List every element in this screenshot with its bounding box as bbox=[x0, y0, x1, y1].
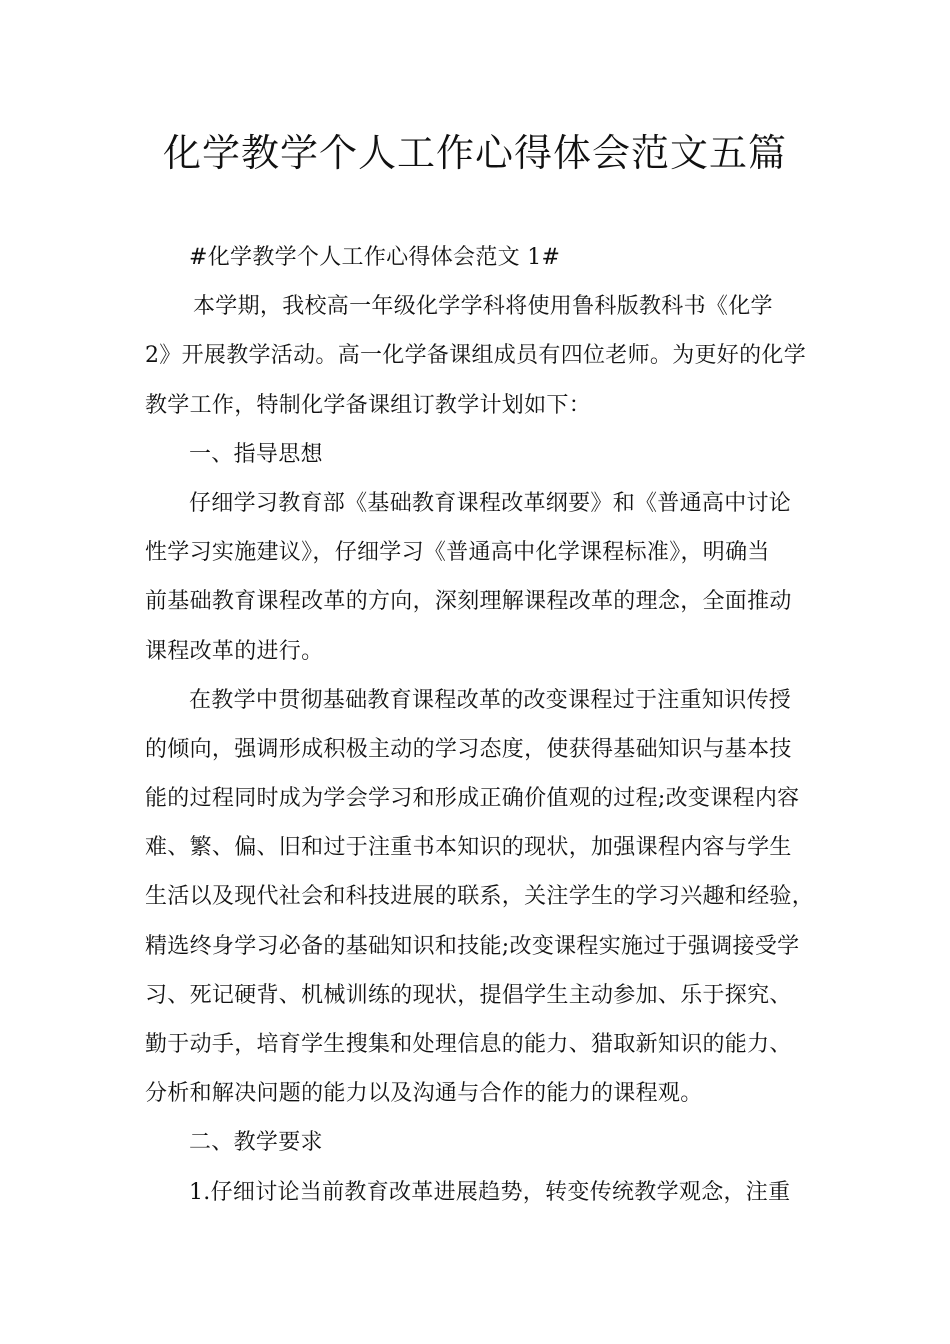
document-title: 化学教学个人工作心得体会范文五篇 bbox=[162, 131, 787, 175]
section-heading-teaching-requirements: 二、教学要求 bbox=[189, 1130, 323, 1156]
paragraph-line: 难、繁、偏、旧和过于注重书本知识的现状，加强课程内容与学生 bbox=[145, 835, 792, 861]
paragraph-line: 前基础教育课程改革的方向，深刻理解课程改革的理念，全面推动 bbox=[145, 589, 792, 615]
paragraph-line: 的倾向，强调形成积极主动的学习态度，使获得基础知识与基本技 bbox=[145, 736, 792, 762]
paragraph-line: 生活以及现代社会和科技进展的联系，关注学生的学习兴趣和经验， bbox=[145, 884, 815, 910]
paragraph-line: 分析和解决问题的能力以及沟通与合作的能力的课程观。 bbox=[145, 1081, 703, 1107]
paragraph-line: 教学工作，特制化学备课组订教学计划如下： bbox=[145, 392, 592, 418]
paragraph-line: 课程改革的进行。 bbox=[145, 638, 324, 664]
paragraph-line: 性学习实施建议》，仔细学习《普通高中化学课程标准》，明确当 bbox=[145, 540, 770, 566]
paragraph-line: 能的过程同时成为学会学习和形成正确价值观的过程;改变课程内容 bbox=[145, 786, 800, 812]
paragraph-line: 勤于动手，培育学生搜集和处理信息的能力、猎取新知识的能力、 bbox=[145, 1032, 792, 1057]
paragraph-line: 1.仔细讨论当前教育改革进展趋势，转变传统教学观念，注重 bbox=[189, 1179, 791, 1205]
document-body bbox=[145, 233, 813, 1217]
section-heading-guiding-ideology: 一、指导思想 bbox=[189, 441, 323, 467]
paragraph-line: 在教学中贯彻基础教育课程改革的改变课程过于注重知识传授 bbox=[189, 687, 792, 713]
section-heading-essay-1: #化学教学个人工作心得体会范文 1# bbox=[189, 245, 561, 270]
paragraph-line: 本学期，我校高一年级化学学科将使用鲁科版教科书《化学 bbox=[193, 294, 773, 320]
paragraph-line: 精选终身学习必备的基础知识和技能;改变课程实施过于强调接受学 bbox=[145, 933, 800, 959]
paragraph-line: 习、死记硬背、机械训练的现状，提倡学生主动参加、乐于探究、 bbox=[145, 982, 792, 1008]
paragraph-line: 2》开展教学活动。高一化学备课组成员有四位老师。为更好的化学 bbox=[145, 343, 806, 369]
paragraph-line: 仔细学习教育部《基础教育课程改革纲要》和《普通高中讨论 bbox=[189, 490, 792, 516]
